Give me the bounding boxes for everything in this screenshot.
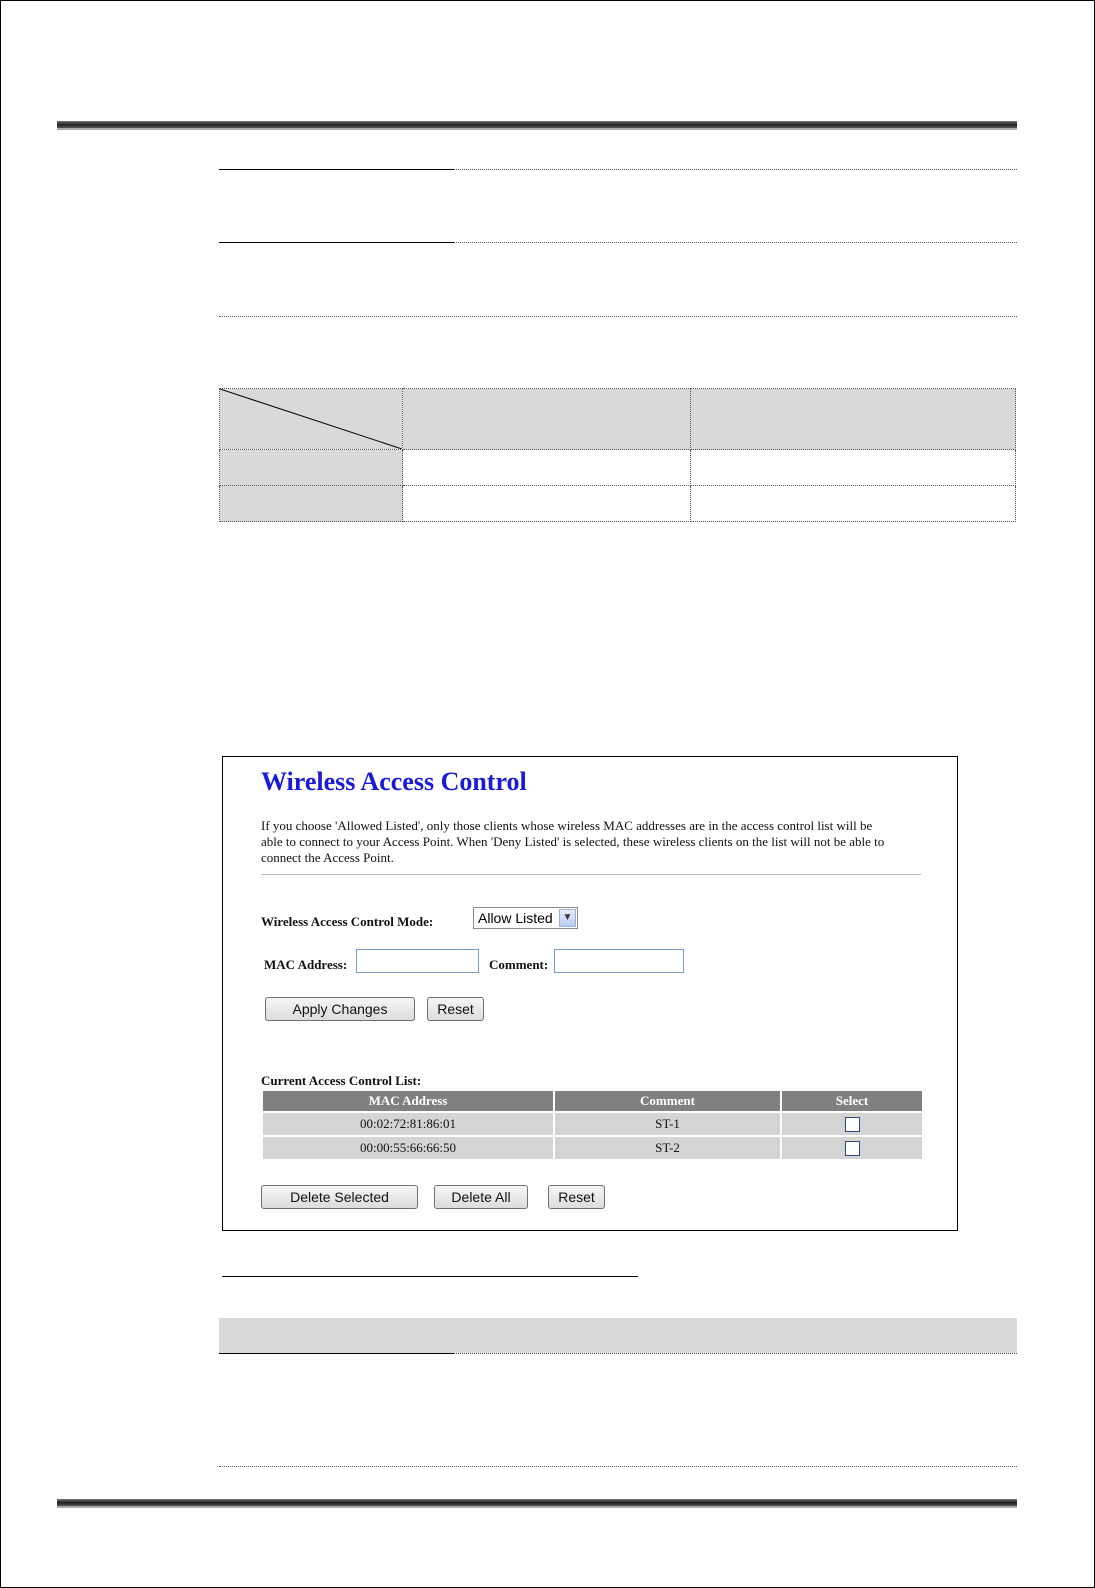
cell-mac: 00:02:72:81:86:01 xyxy=(263,1113,553,1135)
cell-comment: ST-2 xyxy=(555,1137,780,1159)
mac-address-label: MAC Address: xyxy=(264,957,348,972)
cell-comment: ST-1 xyxy=(555,1113,780,1135)
grid-cell xyxy=(403,486,691,522)
page-title: Wireless Access Control xyxy=(261,767,527,796)
access-list-label: Current Access Control List: xyxy=(261,1073,422,1088)
apply-changes-button[interactable]: Apply Changes xyxy=(265,997,415,1021)
grid-row-header-cell xyxy=(220,486,403,522)
rule-top-3 xyxy=(219,316,1017,317)
grid-header-cell xyxy=(691,389,1016,450)
header-bar xyxy=(57,121,1017,130)
mode-select[interactable] xyxy=(473,907,578,929)
footer-bar xyxy=(57,1499,1017,1508)
delete-selected-button[interactable]: Delete Selected xyxy=(261,1185,418,1209)
grid-cell xyxy=(403,450,691,486)
cell-select xyxy=(782,1113,922,1135)
access-control-table xyxy=(261,1089,924,1161)
rule-top-2-accent xyxy=(219,242,454,243)
chevron-down-icon[interactable]: ▼ xyxy=(559,909,576,927)
col-header-select: Select xyxy=(782,1091,922,1111)
cell-select xyxy=(782,1137,922,1159)
description-text: If you choose 'Allowed Listed', only those clients whose wireless MAC addresses are in the access control list will be able to connect to your Access Point. When 'Deny Listed' is selected, these wireless clients on the list will not be able to connect the Access Point. xyxy=(261,818,885,865)
comment-label: Comment: xyxy=(489,957,549,972)
grid-corner-cell xyxy=(220,389,403,450)
grid-cell xyxy=(691,450,1016,486)
rule-bottom-1-accent xyxy=(219,1353,454,1354)
col-header-mac: MAC Address xyxy=(263,1091,553,1111)
mac-address-input[interactable] xyxy=(356,949,479,973)
diagonal-line-icon xyxy=(220,389,402,449)
grid-header-cell xyxy=(403,389,691,450)
mode-label: Wireless Access Control Mode: xyxy=(261,914,434,929)
grid-cell xyxy=(691,486,1016,522)
grid-table xyxy=(219,388,1016,522)
cell-mac: 00:00:55:66:66:50 xyxy=(263,1137,553,1159)
select-checkbox[interactable] xyxy=(845,1117,860,1132)
reset-button[interactable]: Reset xyxy=(427,997,484,1021)
rule-top-1-accent xyxy=(219,169,454,170)
section-band xyxy=(219,1318,1017,1353)
table-row xyxy=(263,1137,922,1159)
rule-bottom-2 xyxy=(219,1466,1017,1467)
grid-row-header-cell xyxy=(220,450,403,486)
mode-select-value: Allow Listed xyxy=(478,910,553,926)
select-checkbox[interactable] xyxy=(845,1141,860,1156)
table-row xyxy=(263,1113,922,1135)
caption-underline xyxy=(222,1276,638,1277)
wireless-access-control-panel xyxy=(222,756,958,1231)
col-header-comment: Comment xyxy=(555,1091,780,1111)
reset-list-button[interactable]: Reset xyxy=(548,1185,605,1209)
divider xyxy=(261,874,921,875)
delete-all-button[interactable]: Delete All xyxy=(434,1185,528,1209)
comment-input[interactable] xyxy=(554,949,684,973)
